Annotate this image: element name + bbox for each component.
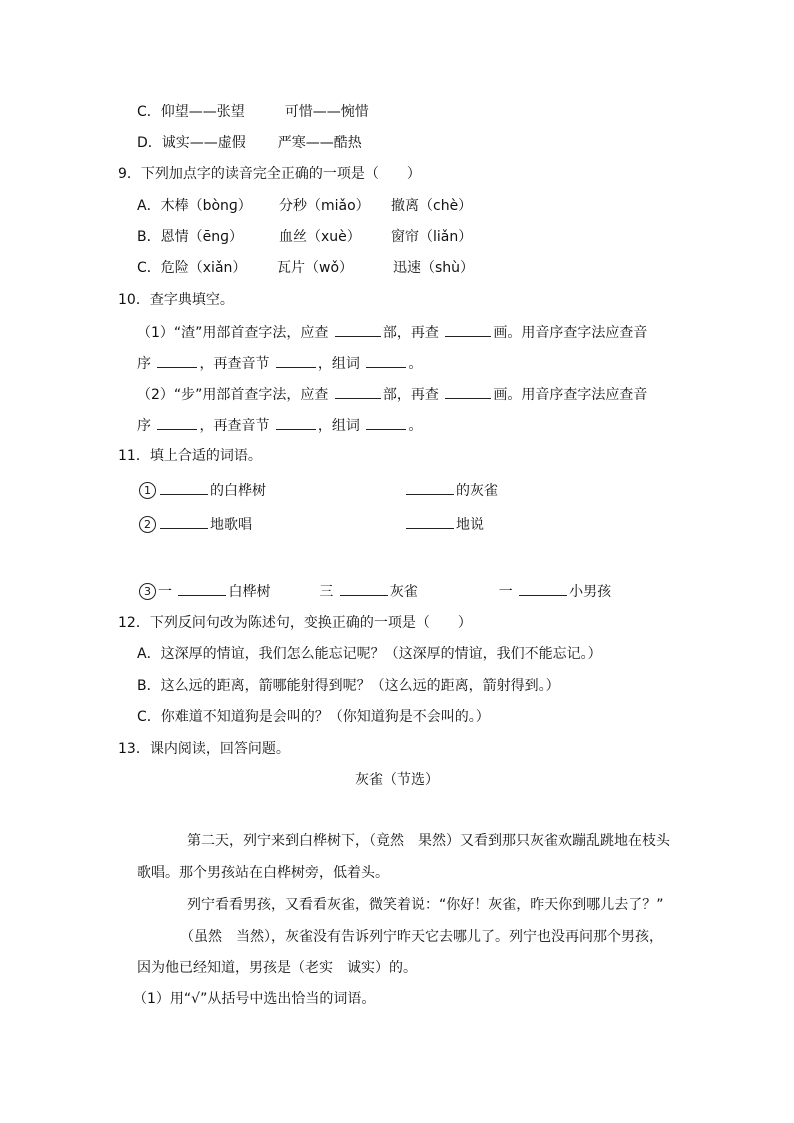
- q10-stem: 10．查字典填空。: [118, 292, 234, 308]
- q12-option-c[interactable]: C．你难道不知道狗是会叫的？（你知道狗是不会叫的。）: [137, 709, 490, 725]
- q13-stem: 13．课内阅读，回答问题。: [118, 741, 290, 757]
- answer-blank[interactable]: [445, 384, 491, 399]
- answer-blank[interactable]: [276, 415, 316, 430]
- answer-blank[interactable]: [335, 384, 381, 399]
- q11-row1-left: 1 的白桦树: [139, 480, 266, 500]
- q9-option-a[interactable]: A．木棒（bònɡ） 分秒（miǎo） 撤离（chè）: [137, 198, 473, 214]
- q10-part2-line2: 序 ，再查音节 ，组词 。: [137, 415, 422, 435]
- q9-stem: 9．下列加点字的读音完全正确的一项是（ ）: [118, 166, 421, 182]
- answer-blank[interactable]: [178, 581, 226, 596]
- answer-blank[interactable]: [366, 415, 406, 430]
- q11-stem: 11．填上合适的词语。: [118, 448, 262, 464]
- q10-part2-line1: （2）“步”用部首查字法，应查 部，再查 画。用音序查字法应查音: [137, 384, 647, 404]
- passage-paragraph-3-line-1: （虽然 当然），灰雀没有告诉列宁昨天它去哪儿了。列宁也没再问那个男孩，: [180, 929, 663, 945]
- answer-blank[interactable]: [445, 322, 491, 337]
- answer-blank[interactable]: [406, 480, 454, 495]
- circled-number-2: 2: [139, 516, 156, 533]
- q12-option-a[interactable]: A．这深厚的情谊，我们怎么能忘记呢？（这深厚的情谊，我们不能忘记。）: [137, 646, 602, 662]
- q10-part1-line2: 序 ，再查音节 ，组词 。: [137, 353, 422, 373]
- answer-blank[interactable]: [406, 514, 454, 529]
- q11-row2-left: 2 地歌唱: [139, 514, 252, 534]
- q9-option-c[interactable]: C．危险（xiǎn） 瓦片（wǒ） 迅速（shù）: [137, 260, 475, 276]
- passage-paragraph-1-line-2: 歌唱。那个男孩站在白桦树旁，低着头。: [137, 865, 389, 881]
- passage-title: 灰雀（节选）: [355, 772, 439, 788]
- passage-paragraph-1-line-1: 第二天，列宁来到白桦树下，（竟然 果然）又看到那只灰雀欢蹦乱跳地在枝头: [187, 833, 670, 849]
- answer-blank[interactable]: [157, 353, 197, 368]
- answer-blank[interactable]: [366, 353, 406, 368]
- circled-number-3: 3: [139, 583, 156, 600]
- answer-blank[interactable]: [276, 353, 316, 368]
- q8-option-c: C．仰望——张望 可惜——惋惜: [137, 104, 369, 120]
- answer-blank[interactable]: [157, 415, 197, 430]
- answer-blank[interactable]: [160, 480, 208, 495]
- q11-row3: 3 一 白桦树 三 灰雀 一 小男孩: [139, 581, 611, 601]
- q9-option-b[interactable]: B．恩情（ēnɡ） 血丝（xuè） 窗帘（liǎn）: [137, 229, 473, 245]
- q11-row1-right: 的灰雀: [404, 480, 498, 500]
- q10-part1-line1: （1）“渣”用部首查字法，应查 部，再查 画。用音序查字法应查音: [137, 322, 647, 342]
- q12-option-b[interactable]: B．这么远的距离，箭哪能射得到呢？（这么远的距离，箭射得到。）: [137, 678, 560, 694]
- circled-number-1: 1: [139, 482, 156, 499]
- q13-subquestion-1: （1）用“√”从括号中选出恰当的词语。: [133, 991, 376, 1007]
- answer-blank[interactable]: [519, 581, 567, 596]
- answer-blank[interactable]: [160, 514, 208, 529]
- answer-blank[interactable]: [335, 322, 381, 337]
- answer-blank[interactable]: [340, 581, 388, 596]
- q12-stem: 12．下列反问句改为陈述句，变换正确的一项是（ ）: [118, 615, 472, 631]
- q11-row2-right: 地说: [404, 514, 484, 534]
- passage-paragraph-3-line-2: 因为他已经知道，男孩是（老实 诚实）的。: [137, 960, 417, 976]
- passage-paragraph-2: 列宁看看男孩，又看看灰雀，微笑着说：“你好！灰雀，昨天你到哪儿去了？”: [187, 897, 664, 913]
- q8-option-d: D．诚实——虚假 严寒——酷热: [137, 135, 362, 151]
